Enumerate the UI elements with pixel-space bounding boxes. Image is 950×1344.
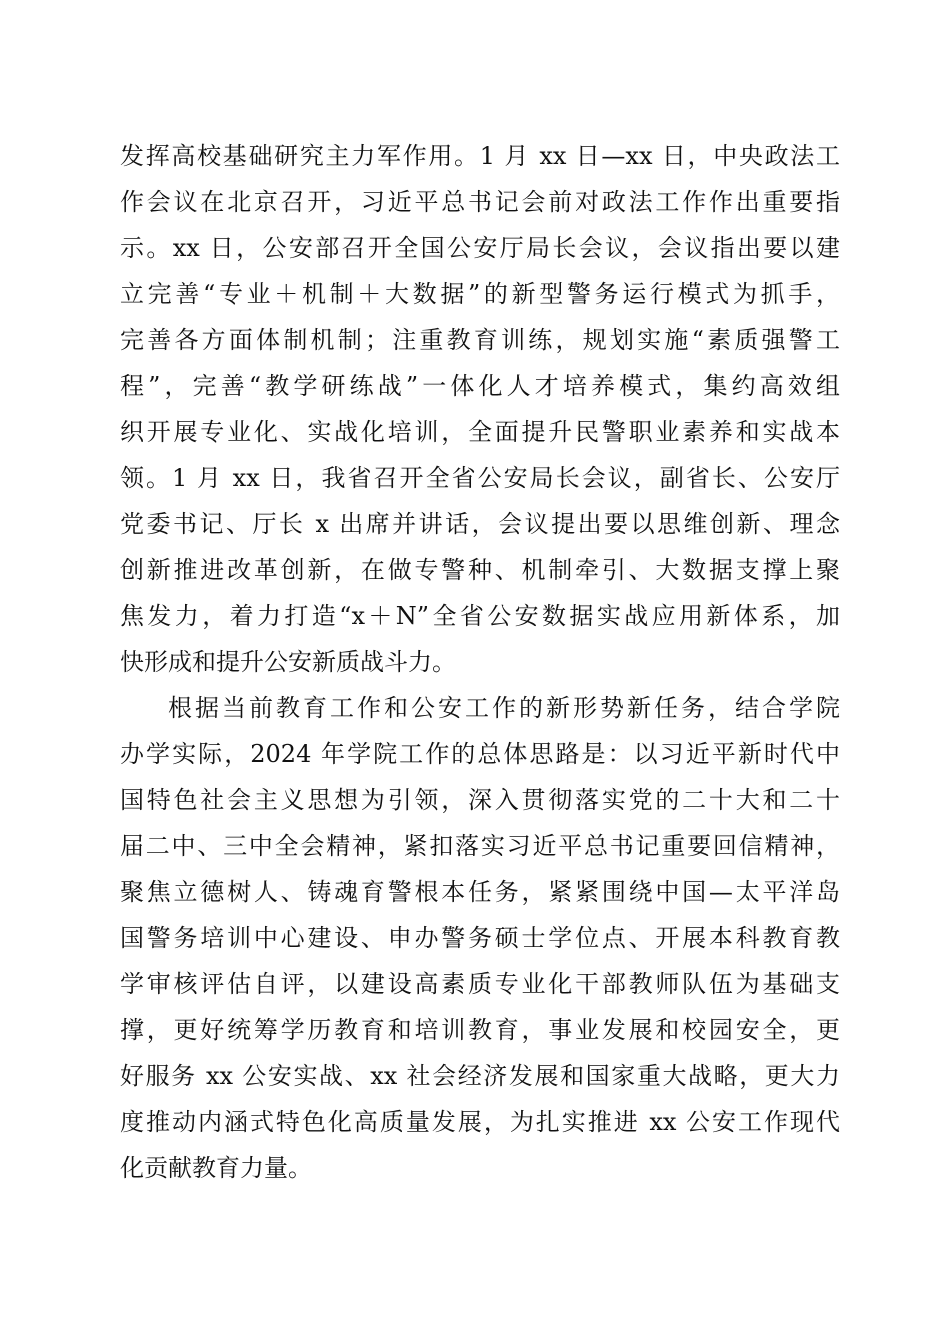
paragraph-1 xyxy=(120,133,840,685)
paragraph-2-line-11: 化贡献教育力量。 xyxy=(120,1154,312,1182)
paragraph-1-line-8: 领。1 月 xx 日，我省召开全省公安局长会议，副省长、公安厅 xyxy=(120,464,840,492)
paragraph-1-line-5: 完善各方面体制机制；注重教育训练，规划实施“素质强警工 xyxy=(120,326,840,354)
paragraph-2 xyxy=(120,685,840,1191)
paragraph-2-line-4: 届二中、三中全会精神，紧扣落实习近平总书记重要回信精神， xyxy=(120,832,840,860)
paragraph-1-line-4: 立完善“专业＋机制＋大数据”的新型警务运行模式为抓手， xyxy=(120,280,840,308)
paragraph-2-line-7: 学审核评估自评，以建设高素质专业化干部教师队伍为基础支 xyxy=(120,970,840,998)
paragraph-2-line-8: 撑，更好统筹学历教育和培训教育，事业发展和校园安全，更 xyxy=(120,1016,840,1044)
paragraph-2-line-5: 聚焦立德树人、铸魂育警根本任务，紧紧围绕中国—太平洋岛 xyxy=(120,878,840,906)
paragraph-2-line-2: 办学实际，2024 年学院工作的总体思路是：以习近平新时代中 xyxy=(120,740,840,768)
paragraph-1-line-11: 焦发力，着力打造“x＋N”全省公安数据实战应用新体系，加 xyxy=(120,602,840,630)
paragraph-2-line-1: 根据当前教育工作和公安工作的新形势新任务，结合学院 xyxy=(168,694,840,722)
paragraph-1-line-6: 程”，完善“教学研练战”一体化人才培养模式，集约高效组 xyxy=(120,372,840,400)
paragraph-2-line-9: 好服务 xx 公安实战、xx 社会经济发展和国家重大战略，更大力 xyxy=(120,1062,840,1090)
paragraph-1-line-9: 党委书记、厅长 x 出席并讲话，会议提出要以思维创新、理念 xyxy=(120,510,840,538)
paragraph-1-line-10: 创新推进改革创新，在做专警种、机制牵引、大数据支撑上聚 xyxy=(120,556,840,584)
paragraph-1-line-2: 作会议在北京召开，习近平总书记会前对政法工作作出重要指 xyxy=(120,188,840,216)
paragraph-1-line-3: 示。xx 日，公安部召开全国公安厅局长会议，会议指出要以建 xyxy=(120,234,840,262)
paragraph-1-line-7: 织开展专业化、实战化培训，全面提升民警职业素养和实战本 xyxy=(120,418,840,446)
paragraph-2-line-10: 度推动内涵式特色化高质量发展，为扎实推进 xx 公安工作现代 xyxy=(120,1108,840,1136)
paragraph-2-line-6: 国警务培训中心建设、申办警务硕士学位点、开展本科教育教 xyxy=(120,924,840,952)
paragraph-2-line-3: 国特色社会主义思想为引领，深入贯彻落实党的二十大和二十 xyxy=(120,786,840,814)
paragraph-1-line-12: 快形成和提升公安新质战斗力。 xyxy=(120,648,456,676)
paragraph-1-line-1: 发挥高校基础研究主力军作用。1 月 xx 日—xx 日，中央政法工 xyxy=(120,142,840,170)
